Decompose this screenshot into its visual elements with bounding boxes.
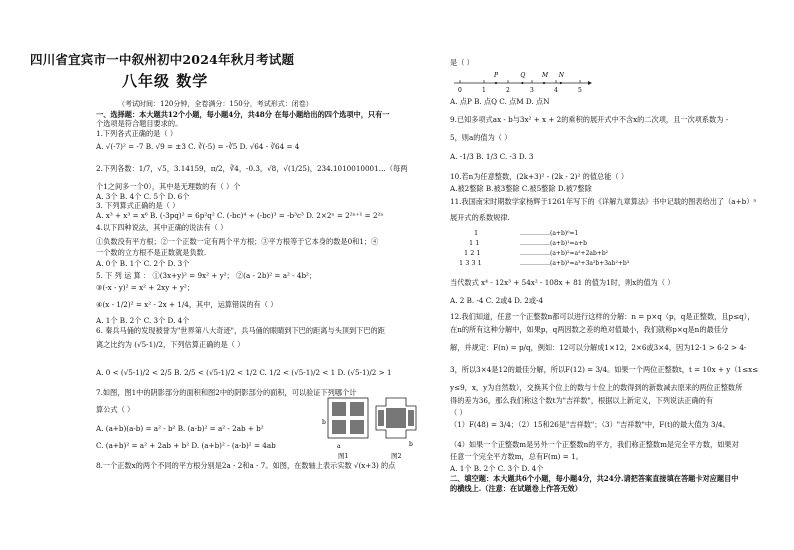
text-line: 个选项是符合题目要求的。 bbox=[96, 119, 183, 128]
pascal-formula-1: ……………(a+b)¹=a+b bbox=[520, 240, 588, 247]
question-2-cont: 个1之间多一个0），其中是无理数的有（ ）个 bbox=[96, 182, 241, 191]
question-12-cont: 在n的所有这种分解中，如果p，q两因数之差的绝对值最小，我们就称p×q是n的最佳分 bbox=[450, 325, 729, 334]
pascal-formula-2: ……………(a+b)²=a²+2ab+b² bbox=[520, 250, 609, 257]
exam-title: 四川省宜宾市一中叙州初中2024年秋月考试题 bbox=[30, 52, 295, 67]
question-2-options: A. 3个 B. 4个 C. 5个 D. 6个 bbox=[96, 192, 190, 201]
fig1-var-a: a bbox=[337, 443, 341, 450]
question-3: 3. 下列算式正确的是（ ） bbox=[96, 201, 180, 210]
question-11-options: A. 2 B. -4 C. 2或4 D. 2或-4 bbox=[450, 296, 544, 305]
question-5-cont: ③(-x - y)² = x² + 2xy + y²； bbox=[96, 283, 194, 292]
exam-info: （考试时间：120分钟，全卷满分：150分，考试形式：闭卷） bbox=[118, 100, 313, 108]
question-1-options: A. √(-7)² = -7 B. √9 = ±3 C. ∛(-5) = -∛5 D. √64 - ∛64 = 4 bbox=[96, 142, 300, 151]
number-line-tick-label: 3 bbox=[530, 87, 534, 94]
question-4-options: A. 0个 B. 1个 C. 2个 D. 3个 bbox=[96, 259, 190, 268]
question-5-cont2: ④(x - 1/2)² = x² - 2x + 1/4，其中，运算错误的有（ ） bbox=[96, 300, 278, 309]
figure-1-label: 图1 bbox=[338, 452, 349, 460]
pascal-row-3: 1 3 3 1 bbox=[459, 259, 482, 267]
question-8-cont: 是（ ） bbox=[450, 58, 474, 67]
question-5: 5. 下 列 运 算 ： ①(3x+y)² = 9x² + y²； ②(a - 2b)² = a² - 4b²； bbox=[96, 271, 317, 280]
fig1-var-b: b bbox=[322, 419, 326, 426]
number-line-point-q bbox=[521, 82, 523, 84]
question-12-cont6: （ ） bbox=[450, 408, 467, 417]
pascal-row-0: 1 bbox=[474, 229, 479, 237]
question-10-options: A.被2整除 B.被3整除 C.被5整除 D.被7整除 bbox=[450, 184, 592, 193]
question-12-cont3: 3，所以3×4是12的最佳分解，所以F(12) = 3/4。如果一个两位正整数t，t = 10x + y（1≤x≤ bbox=[450, 365, 759, 374]
question-4-cont: 一个数的立方根不是正数就是负数. bbox=[96, 248, 207, 257]
section-two-header-cont: 的横线上.（注意：在试题卷上作答无效） bbox=[450, 484, 582, 493]
number-line bbox=[452, 70, 592, 96]
question-9: 9.已知多项式ax - b与3x² + x + 2的乘积的展开式中不含x的二次项，且一次项系数为 - bbox=[450, 115, 729, 124]
number-line-point-label: M bbox=[542, 72, 549, 79]
question-12: 12.我们知道，任意一个正整数n都可以进行这样的分解：n = p×q（p，q是正整数，且p≤q）， bbox=[450, 312, 755, 321]
question-4: 4.以下四种说法，其中正确的说法有（ ） bbox=[96, 223, 228, 232]
section-two-header: 二、填空题：本大题共6个小题，每小题4分，共24分.请把答案直接填在答题卡对应题目中 bbox=[450, 474, 739, 483]
fig2-var-b: b bbox=[409, 441, 413, 448]
question-12-statements: （1）F(48) = 3/4；（2）15和26是"吉祥数"；（3）"吉祥数"中，F(t)的最大值为 3/4。 bbox=[450, 420, 730, 429]
question-12-statement-4-cont: 任意一个完全平方数m，总有F(m) = 1。 bbox=[450, 452, 583, 461]
question-9-cont: 5，则a的值为（ ） bbox=[450, 133, 512, 142]
question-6: 6. 秦兵马俑的发现被誉为"世界第八大奇迹"，兵马俑的眼睛到下巴的距离与头顶到下巴的距 bbox=[96, 326, 385, 335]
question-7: 7.如图，图1中的阴影部分的面积和图2中的阴影部分的面积，可以验证下列哪个计 bbox=[96, 388, 357, 397]
question-2: 2.下列各数：1/7，√5，3.14159，π/2，∛4，-0.3，√8，√(1/25)，234.1010010001…（每两 bbox=[96, 164, 408, 173]
number-line-point-label: P bbox=[494, 72, 499, 79]
number-line-tick-label: 1 bbox=[482, 87, 486, 94]
pascal-row-2: 1 2 1 bbox=[464, 249, 481, 257]
question-12-options: A. 1个 B. 2个 C. 3个 D. 4个 bbox=[450, 464, 544, 473]
question-4-statements: ①负数没有平方根；②一个正数一定有两个平方根；③平方根等于它本身的数是0和1；④ bbox=[96, 237, 379, 246]
pascal-formula-3: ……………(a+b)³=a³+3a²b+3ab²+b³ bbox=[520, 260, 630, 267]
number-line-point-label: N bbox=[558, 72, 565, 79]
question-5-options: A. 1个 B. 2个 C. 3个 D. 4个 bbox=[96, 316, 190, 325]
number-line-point-p bbox=[495, 82, 497, 84]
number-line-point-n bbox=[560, 82, 562, 84]
question-8: 8.一个正数x的两个不同的平方根分别是2a - 2和a - 7。如图，在数轴上表示实数 √(x+3) 的点 bbox=[96, 461, 396, 470]
question-6-options: A. 0 < (√5-1)/2 < 2/5 B. 2/5 < (√5-1)/2 < 1/2 C. 1/2 < (√5-1)/2 < 1 D. (√5-1)/2 > 1 bbox=[96, 368, 392, 377]
number-line-point-m bbox=[543, 82, 545, 84]
question-3-options: A. x³ + x³ = x⁶ B. (-3pq)² = 6p²q² C. (-bc)⁴ ÷ (-bc)³ = -b³c³ D. 2×2ⁿ = 2²ⁿ⁺¹ = 2²ⁿ bbox=[96, 211, 384, 220]
section-one-header: 一、选择题：本大题共12个小题，每小题4分，共48分 在每小题给出的四个选项中，只有一 bbox=[96, 110, 390, 119]
number-line-point-label: Q bbox=[520, 72, 526, 79]
number-line-tick-label: 2 bbox=[506, 87, 510, 94]
question-8-options: A. 点P B. 点Q C. 点M D. 点N bbox=[450, 97, 550, 106]
question-6-cont: 离之比约为 (√5-1)/2，下列估算正确的是（ ） bbox=[96, 340, 245, 349]
question-7-options-cd: C. (a+b)² = a² + 2ab + b² D. (a+b)² - (a-b)² = 4ab bbox=[96, 441, 276, 450]
number-line-tick-label: 4 bbox=[554, 87, 558, 94]
question-12-cont4: y≤9，x，y为自然数），交换其个位上的数与十位上的数得到的新数减去原来的两位正整数所 bbox=[450, 383, 743, 392]
question-1: 1.下列各式正确的是（ ） bbox=[96, 129, 178, 138]
question-9-options: A. -1/3 B. 1/3 C. -3 D. 3 bbox=[450, 152, 534, 161]
number-line-tick-label: 0 bbox=[458, 87, 462, 94]
pascal-formula-0: ……………(a+b)⁰=1 bbox=[520, 230, 579, 237]
question-7-options-ab: A. (a+b)(a-b) = a² - b² B. (a-b)² = a² - 2ab + b² bbox=[96, 424, 264, 433]
question-11: 11.我国南宋时期数学家杨辉于1261年写下的《详解九章算法》书中记载的图表给出了（a+b）ⁿ bbox=[450, 197, 757, 206]
exam-subtitle: 八年级 数学 bbox=[122, 72, 209, 90]
pascal-row-1: 1 1 bbox=[469, 239, 480, 247]
number-line-tick-label: 5 bbox=[578, 87, 582, 94]
figure-2-label: 图2 bbox=[391, 452, 402, 460]
question-11-cont: 展开式的系数规律. bbox=[450, 213, 510, 222]
question-12-cont5: 得的差为36，那么我们称这个数t为"吉祥数"，根据以上新定义，下列说法正确的有 bbox=[450, 396, 714, 405]
question-12-statement-4: （4）如果一个正整数m是另外一个正整数n的平方，我们称正整数m是完全平方数，如果对 bbox=[450, 440, 739, 449]
question-12-cont2: 解，并规定：F(n) = p/q，例如：12可以分解成1×12，2×6或3×4，因为12-1 > 6-2 > 4- bbox=[450, 343, 747, 352]
question-11-expression: 当代数式 x⁴ - 12x³ + 54x² - 108x + 81 的值为1时，则x的值为（ ） bbox=[450, 278, 675, 287]
question-7-cont: 算公式（ ） bbox=[96, 405, 135, 414]
question-10: 10.若n为任意整数，(2k+3)² - (2k - 2)² 的值总能（ ） bbox=[450, 172, 629, 181]
